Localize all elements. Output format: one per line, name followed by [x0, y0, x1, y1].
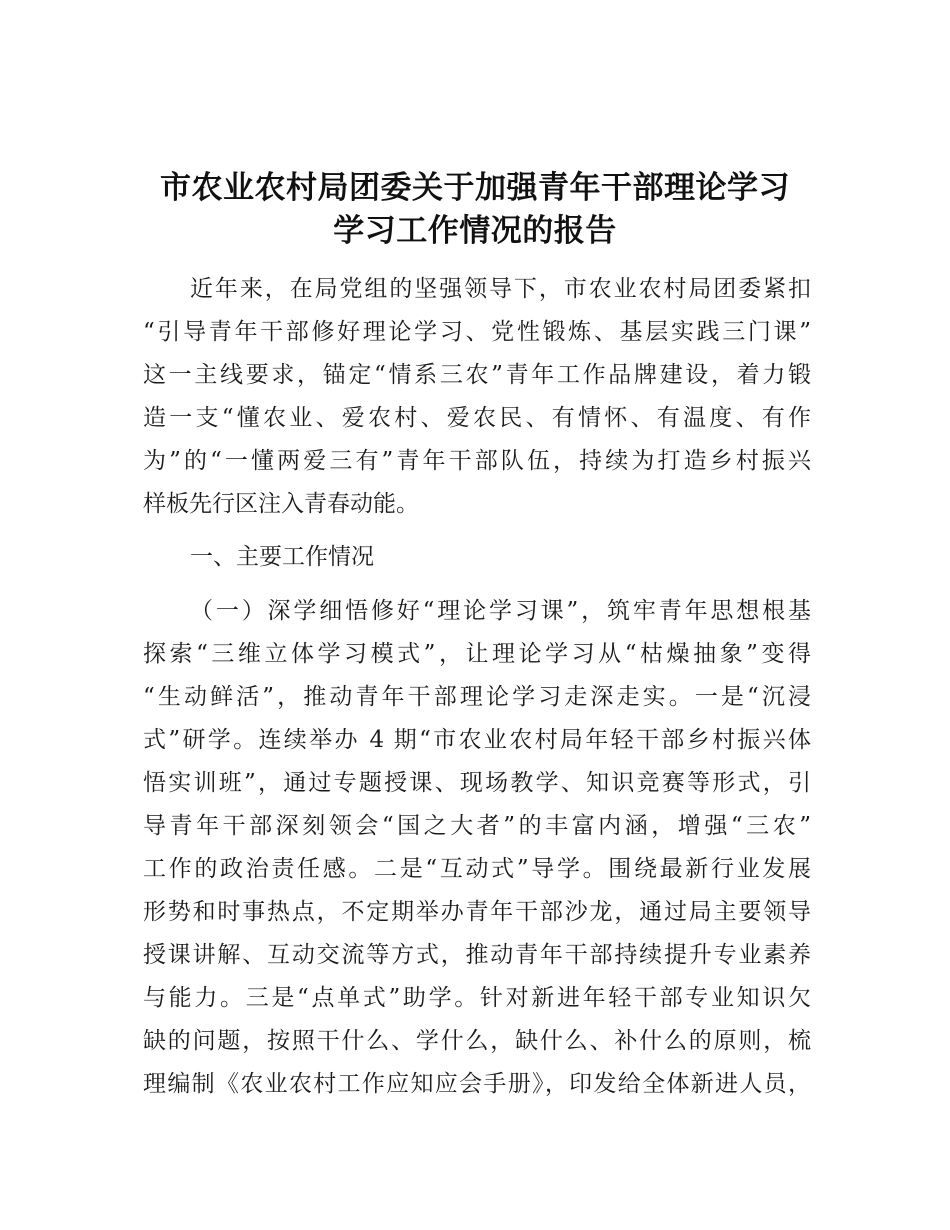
paragraph-line: 式”研学。连续举办 4 期“市农业农村局年轻干部乡村振兴体	[143, 727, 811, 753]
paragraph-line: 为”的“一懂两爱三有”青年干部队伍，持续为打造乡村振兴	[143, 448, 811, 474]
paragraph-line: 工作的政治责任感。二是“互动式”导学。围绕最新行业发展	[143, 856, 811, 882]
paragraph-line: 形势和时事热点，不定期举办青年干部沙龙，通过局主要领导	[143, 899, 811, 925]
paragraph-line: 造一支“懂农业、爱农村、爱农民、有情怀、有温度、有作	[143, 405, 811, 431]
paragraph-line: 与能力。三是“点单式”助学。针对新进年轻干部专业知识欠	[143, 985, 811, 1011]
paragraph-line: “引导青年干部修好理论学习、党性锻炼、基层实践三门课”	[143, 319, 811, 345]
paragraph-line: 悟实训班”，通过专题授课、现场教学、知识竞赛等形式，引	[143, 770, 811, 796]
paragraph-line: “生动鲜活”，推动青年干部理论学习走深走实。一是“沉浸	[143, 684, 811, 710]
paragraph-line: 这一主线要求，锚定“情系三农”青年工作品牌建设，着力锻	[143, 362, 811, 388]
paragraph-line: 样板先行区注入青春动能。	[143, 491, 419, 517]
paragraph-line: 探索“三维立体学习模式”，让理论学习从“枯燥抽象”变得	[143, 641, 811, 667]
report-title-line-1: 市农业农村局团委关于加强青年干部理论学习	[160, 170, 790, 206]
subsection-heading: （一）深学细悟修好“理论学习课”，筑牢青年思想根基	[190, 598, 811, 624]
paragraph-line: 导青年干部深刻领会“国之大者”的丰富内涵，增强“三农”	[143, 813, 811, 839]
paragraph-line: 理编制《农业农村工作应知应会手册》，印发给全体新进人员，	[143, 1071, 811, 1097]
paragraph-line: 近年来，在局党组的坚强领导下，市农业农村局团委紧扣	[190, 276, 811, 302]
section-heading: 一、主要工作情况	[190, 544, 374, 570]
paragraph-line: 缺的问题，按照干什么、学什么，缺什么、补什么的原则，梳	[143, 1028, 811, 1054]
paragraph-line: 授课讲解、互动交流等方式，推动青年干部持续提升专业素养	[143, 942, 811, 968]
report-title-line-2: 学习工作情况的报告	[333, 213, 617, 249]
